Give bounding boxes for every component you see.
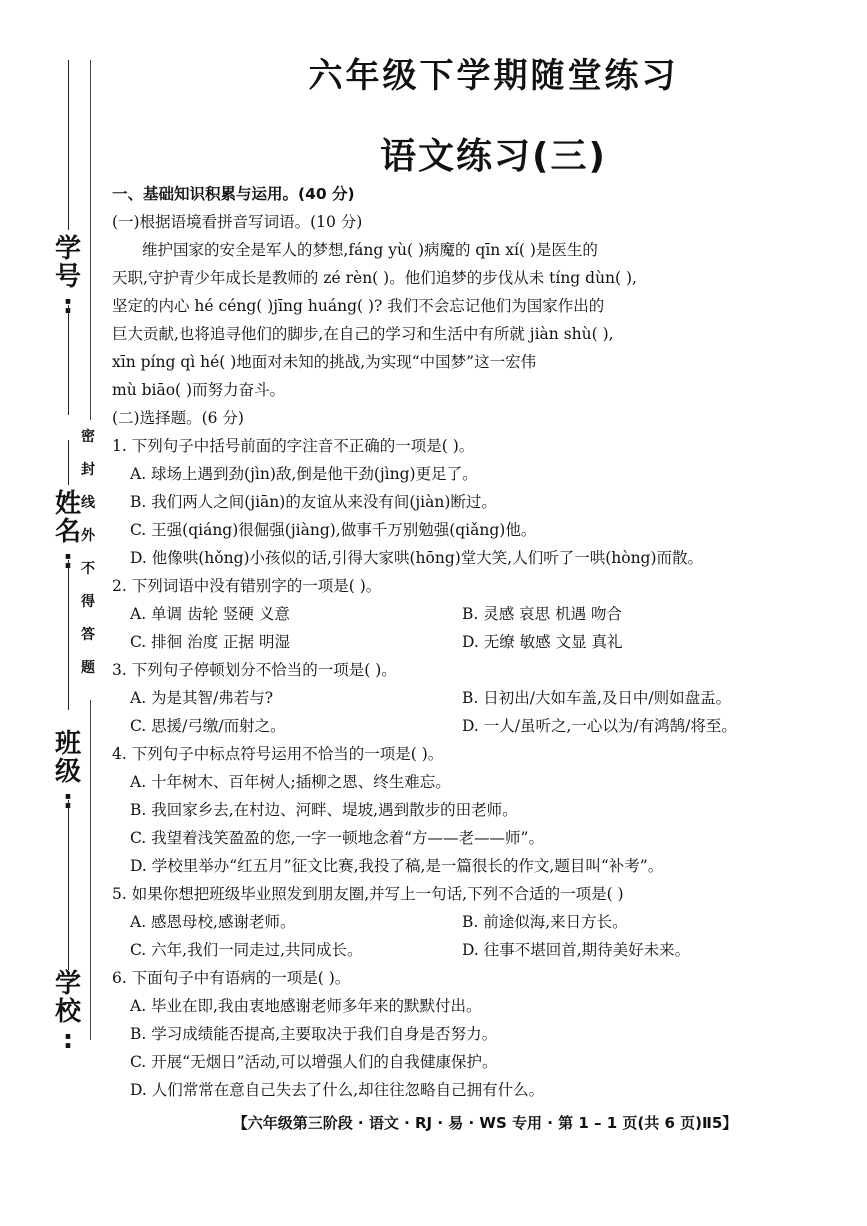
seal-char: 题 xyxy=(81,660,95,676)
question-2-options-ab xyxy=(112,600,812,628)
pinyin-line-6[interactable]: mù biāo( )而努力奋斗。 xyxy=(112,381,286,399)
class-line[interactable] xyxy=(68,800,69,960)
student-number-label: 学 号 : xyxy=(54,234,81,320)
question-4-option-a: A. 十年树木、百年树人;插柳之恩、终生难忘。 xyxy=(130,773,451,791)
question-4-option-d: D. 学校里举办“红五月”征文比赛,我投了稿,是一篇很长的作文,题目叫“补考”。 xyxy=(130,857,664,875)
question-5-option-c: C. 六年,我们一同走过,共同成长。 xyxy=(130,941,363,959)
name-label: 姓 名 : xyxy=(54,489,81,575)
question-3-option-b: B. 日初出/大如车盖,及日中/则如盘盂。 xyxy=(462,689,732,707)
name-line-upper xyxy=(68,440,69,485)
seal-char: 得 xyxy=(81,594,95,610)
page-title: 六年级下学期随堂练习 xyxy=(308,56,679,96)
question-5-option-d: D. 往事不堪回首,期待美好未来。 xyxy=(462,941,691,959)
page-footer: 【六年级第三阶段 · 语文 · RJ · 易 · WS 专用 · 第 1 – 1 页(共 6 页)Ⅱ5】 xyxy=(232,1114,738,1132)
question-4-option-c: C. 我望着浅笑盈盈的您,一字一顿地念着“方——老——师”。 xyxy=(130,829,544,847)
question-2-option-b: B. 灵感 哀思 机遇 吻合 xyxy=(462,605,623,623)
question-4-option-b: B. 我回家乡去,在村边、河畔、堤坡,遇到散步的田老师。 xyxy=(130,801,518,819)
question-3-options-ab xyxy=(112,684,812,712)
pinyin-line-5[interactable]: xīn píng qì hé( )地面对未知的挑战,为实现“中国梦”这一宏伟 xyxy=(112,353,537,371)
student-number-line[interactable] xyxy=(68,305,69,415)
question-1-option-c: C. 王强(qiáng)很倔强(jiàng),做事千万别勉强(qiǎng)他。 xyxy=(130,521,537,539)
question-2-option-d: D. 无缭 敏感 文显 真礼 xyxy=(462,633,623,651)
binding-margin xyxy=(0,0,118,1226)
sub1-heading: (一)根据语境看拼音写词语。(10 分) xyxy=(112,213,363,231)
part1-heading: 一、基础知识积累与运用。(40 分) xyxy=(112,185,355,203)
sub2-heading: (二)选择题。(6 分) xyxy=(112,409,244,427)
question-6-option-c: C. 开展“无烟日”活动,可以增强人们的自我健康保护。 xyxy=(130,1053,498,1071)
exam-content xyxy=(112,180,812,1104)
pinyin-line-2[interactable]: 天职,守护青少年成长是教师的 zé rèn( )。他们追梦的步伐从未 tíng dùn( ), xyxy=(112,269,637,287)
question-6-stem[interactable]: 6. 下面句子中有语病的一项是( )。 xyxy=(112,969,351,987)
school-label: 学 校 : xyxy=(54,969,81,1055)
question-5-stem[interactable]: 5. 如果你想把班级毕业照发到朋友圈,并写上一句话,下列不合适的一项是( ) xyxy=(112,885,624,903)
pinyin-line-4[interactable]: 巨大贡献,也将追寻他们的脚步,在自己的学习和生活中有所就 jiàn shù( ), xyxy=(112,325,614,343)
question-1-option-a: A. 球场上遇到劲(jìn)敌,倒是他干劲(jìng)更足了。 xyxy=(130,465,478,483)
question-2-option-c: C. 排徊 治度 正据 明湿 xyxy=(130,633,290,651)
seal-line-top xyxy=(90,60,91,420)
seal-char: 密 xyxy=(81,429,95,445)
pinyin-line-1[interactable]: 维护国家的安全是军人的梦想,fáng yù( )病魔的 qīn xí( )是医生的 xyxy=(142,241,598,259)
question-6-option-b: B. 学习成绩能否提高,主要取决于我们自身是否努力。 xyxy=(130,1025,498,1043)
seal-char: 线 xyxy=(81,495,95,511)
seal-line-bottom xyxy=(90,700,91,1040)
seal-notice xyxy=(74,426,102,690)
question-5-options-ab xyxy=(112,908,812,936)
question-3-option-d: D. 一人/虽听之,一心以为/有鸿鹄/将至。 xyxy=(462,717,737,735)
school-line-upper xyxy=(68,950,69,970)
question-3-options-cd xyxy=(112,712,812,740)
question-5-options-cd xyxy=(112,936,812,964)
question-3-option-c: C. 思援/弓缴/而射之。 xyxy=(130,717,286,735)
seal-char: 答 xyxy=(81,627,95,643)
question-2-option-a: A. 单调 齿轮 竖硬 义意 xyxy=(130,605,290,623)
question-6-option-d: D. 人们常常在意自己失去了什么,却往往忽略自己拥有什么。 xyxy=(130,1081,545,1099)
pinyin-line-3[interactable]: 坚定的内心 hé céng( )jīng huáng( )? 我们不会忘记他们为国家作出的 xyxy=(112,297,605,315)
question-5-option-a: A. 感恩母校,感谢老师。 xyxy=(130,913,296,931)
question-4-stem[interactable]: 4. 下列句子中标点符号运用不恰当的一项是( )。 xyxy=(112,745,444,763)
top-margin-line xyxy=(68,60,69,230)
seal-char: 不 xyxy=(81,561,95,577)
question-2-options-cd xyxy=(112,628,812,656)
question-1-option-b: B. 我们两人之间(jiān)的友谊从来没有间(jiàn)断过。 xyxy=(130,493,497,511)
name-line[interactable] xyxy=(68,560,69,710)
question-1-option-d: D. 他像哄(hǒng)小孩似的话,引得大家哄(hōng)堂大笑,人们听了一哄(hòng)而散。 xyxy=(130,549,704,567)
class-label: 班 级 : xyxy=(54,729,81,815)
question-1-stem[interactable]: 1. 下列句子中括号前面的字注音不正确的一项是( )。 xyxy=(112,437,475,455)
seal-char: 外 xyxy=(81,528,95,544)
question-3-option-a: A. 为是其智/弗若与? xyxy=(130,689,274,707)
question-2-stem[interactable]: 2. 下列词语中没有错别字的一项是( )。 xyxy=(112,577,382,595)
question-3-stem[interactable]: 3. 下列句子停顿划分不恰当的一项是( )。 xyxy=(112,661,397,679)
question-6-option-a: A. 毕业在即,我由衷地感谢老师多年来的默默付出。 xyxy=(130,997,482,1015)
question-5-option-b: B. 前途似海,来日方长。 xyxy=(462,913,628,931)
page-subtitle: 语文练习(三) xyxy=(380,136,607,177)
seal-char: 封 xyxy=(81,462,95,478)
